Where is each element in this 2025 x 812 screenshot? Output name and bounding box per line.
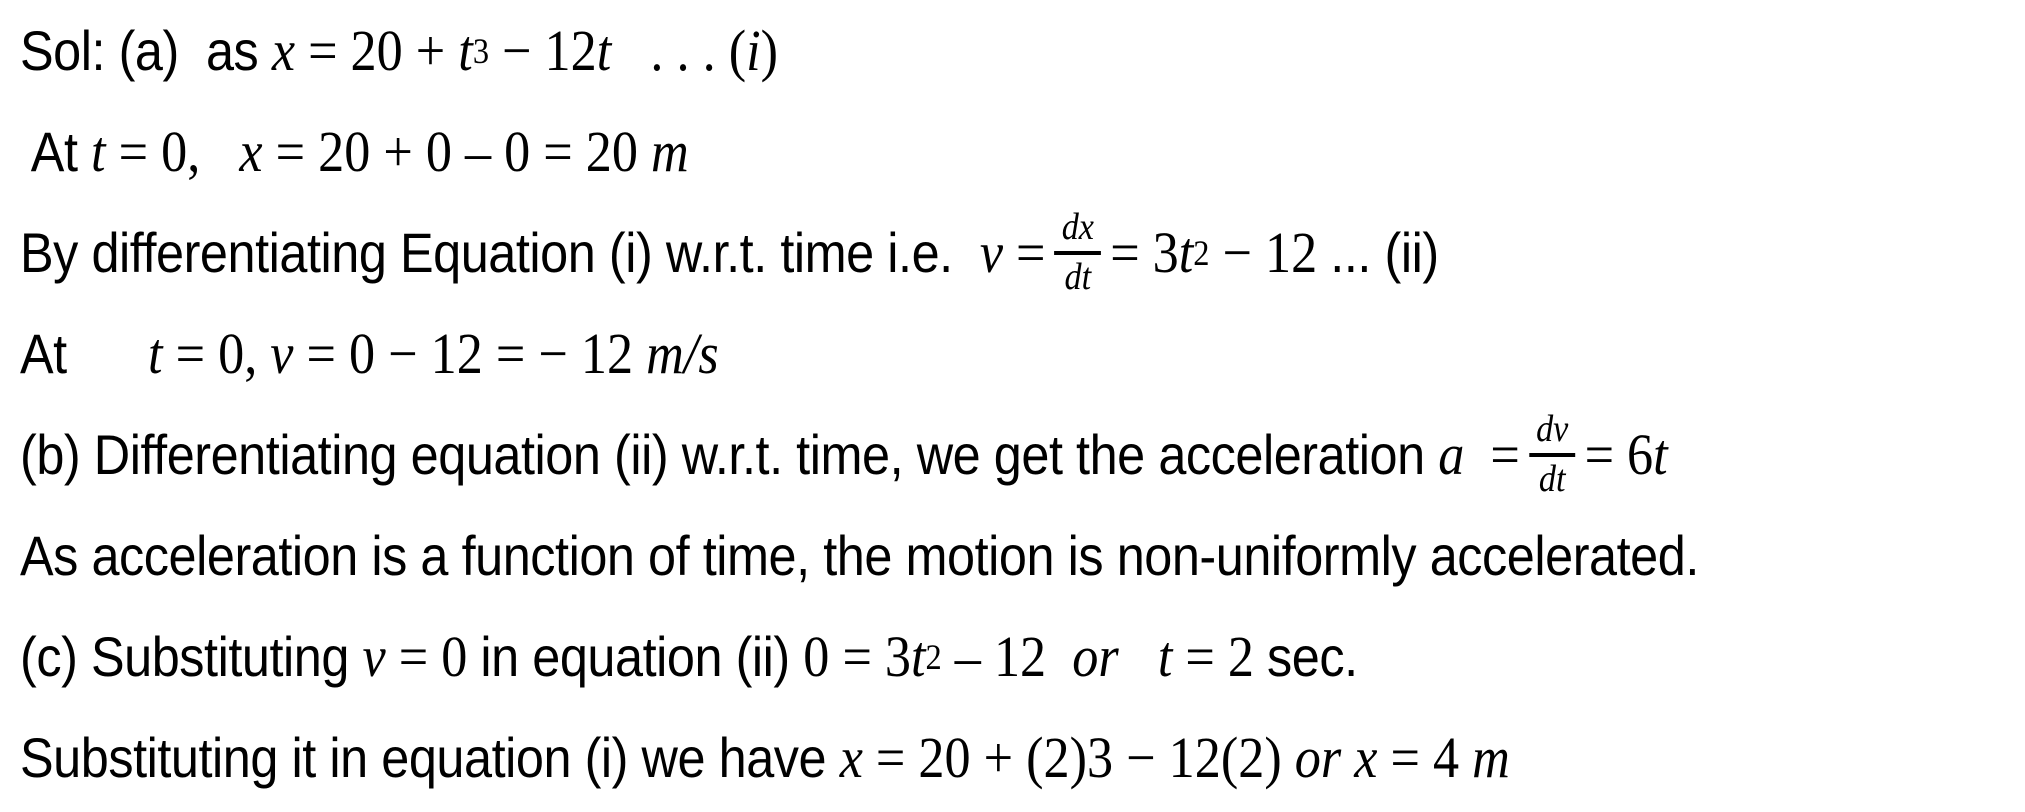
math-fraction: [1529, 407, 1576, 500]
fraction-numerator: dv: [1529, 410, 1576, 457]
text-run: By differentiating Equation (i) w.r.t. time i.e.: [20, 221, 980, 284]
solution-line-line-4: [20, 303, 1825, 404]
math-number: = 0 − 12 = − 12: [293, 321, 647, 386]
math-fraction: [1055, 205, 1102, 298]
math-variable: t: [458, 18, 473, 83]
fraction-denominator: dt: [1538, 457, 1566, 500]
math-variable: t: [911, 624, 926, 689]
text-run: As acceleration is a function of time, the motion is non-uniformly accelerated.: [20, 524, 1699, 587]
math-number: = 4: [1377, 725, 1473, 790]
solution-line-line-7: (c) Substituting v = 0 in equation (ii) 0 = 3 t 2 – 12 or t = 2 sec.: [20, 624, 1358, 689]
math-variable: x: [839, 725, 863, 790]
math-variable: v: [979, 220, 1004, 285]
math-variable: m: [1472, 725, 1510, 790]
math-variable: x: [271, 18, 296, 83]
math-number: = 2: [1172, 624, 1268, 689]
math-variable: m/s: [646, 321, 719, 386]
math-variable: t: [596, 18, 612, 83]
fraction-numerator: dx: [1055, 208, 1102, 255]
text-run: At: [20, 120, 92, 183]
math-variable: m: [651, 119, 689, 184]
math-number: = 20 + 0 – 0 = 20: [262, 119, 652, 184]
math-variable: a: [1438, 422, 1465, 487]
math-number: =: [1003, 220, 1046, 285]
solution-line-line-1: Sol: (a) as x = 20 + t 3 − 12 t . . . ( i ): [20, 18, 779, 83]
math-variable: t: [148, 321, 163, 386]
text-run: ... (ii): [1330, 221, 1439, 284]
math-variable: or: [1072, 624, 1119, 689]
solution-line-line-3: By differentiating Equation (i) w.r.t. time i.e. v = $\frac{dx}{dt}$ = 3 t 2 − 12 ... (ii): [20, 205, 1439, 298]
solution-line-line-6: [20, 505, 1825, 606]
math-number: = 20 + (2)3 − 12(2): [862, 725, 1295, 790]
math-number: = 20 +: [295, 18, 459, 83]
text-run: sec.: [1267, 625, 1358, 688]
math-variable: i: [746, 18, 761, 83]
math-number: ): [760, 18, 779, 83]
math-number: − 12: [1209, 220, 1331, 285]
math-variable: t: [1653, 422, 1668, 487]
math-number: − 12: [489, 18, 597, 83]
math-number: . . . (: [611, 18, 747, 83]
text-run: (c) Substituting: [20, 625, 363, 688]
math-number: =: [1464, 422, 1520, 487]
math-variable: t: [1157, 624, 1173, 689]
solution-line-line-2: [20, 101, 1825, 202]
math-number: 0 = 3: [803, 624, 912, 689]
text-run: Sol: (a) as: [20, 19, 272, 82]
math-number: [1119, 623, 1158, 690]
math-number: = 6: [1584, 422, 1654, 487]
math-variable: x: [239, 119, 263, 184]
text-run: in equation (ii): [480, 625, 804, 688]
math-variable: t: [1178, 220, 1194, 285]
math-variable: v: [362, 624, 386, 689]
solution-lines: [20, 0, 2025, 808]
math-variable: v: [270, 321, 294, 386]
solution-line-line-5: [20, 404, 1825, 505]
solution-line-line-8: [20, 707, 1825, 808]
math-variable: or x: [1294, 725, 1378, 790]
math-number: = 3: [1110, 220, 1179, 285]
math-number: = 0,: [105, 119, 240, 184]
math-variable: t: [91, 119, 106, 184]
fraction-denominator: dt: [1064, 255, 1092, 298]
math-number: = 0: [385, 624, 481, 689]
text-run: Substituting it in equation (i) we have: [20, 726, 840, 789]
math-number: – 12: [941, 624, 1073, 689]
math-number: = 0,: [162, 321, 271, 386]
text-run: (b) Differentiating equation (ii) w.r.t. time, we get the acceleration: [20, 423, 1439, 486]
text-run: At: [20, 322, 149, 385]
